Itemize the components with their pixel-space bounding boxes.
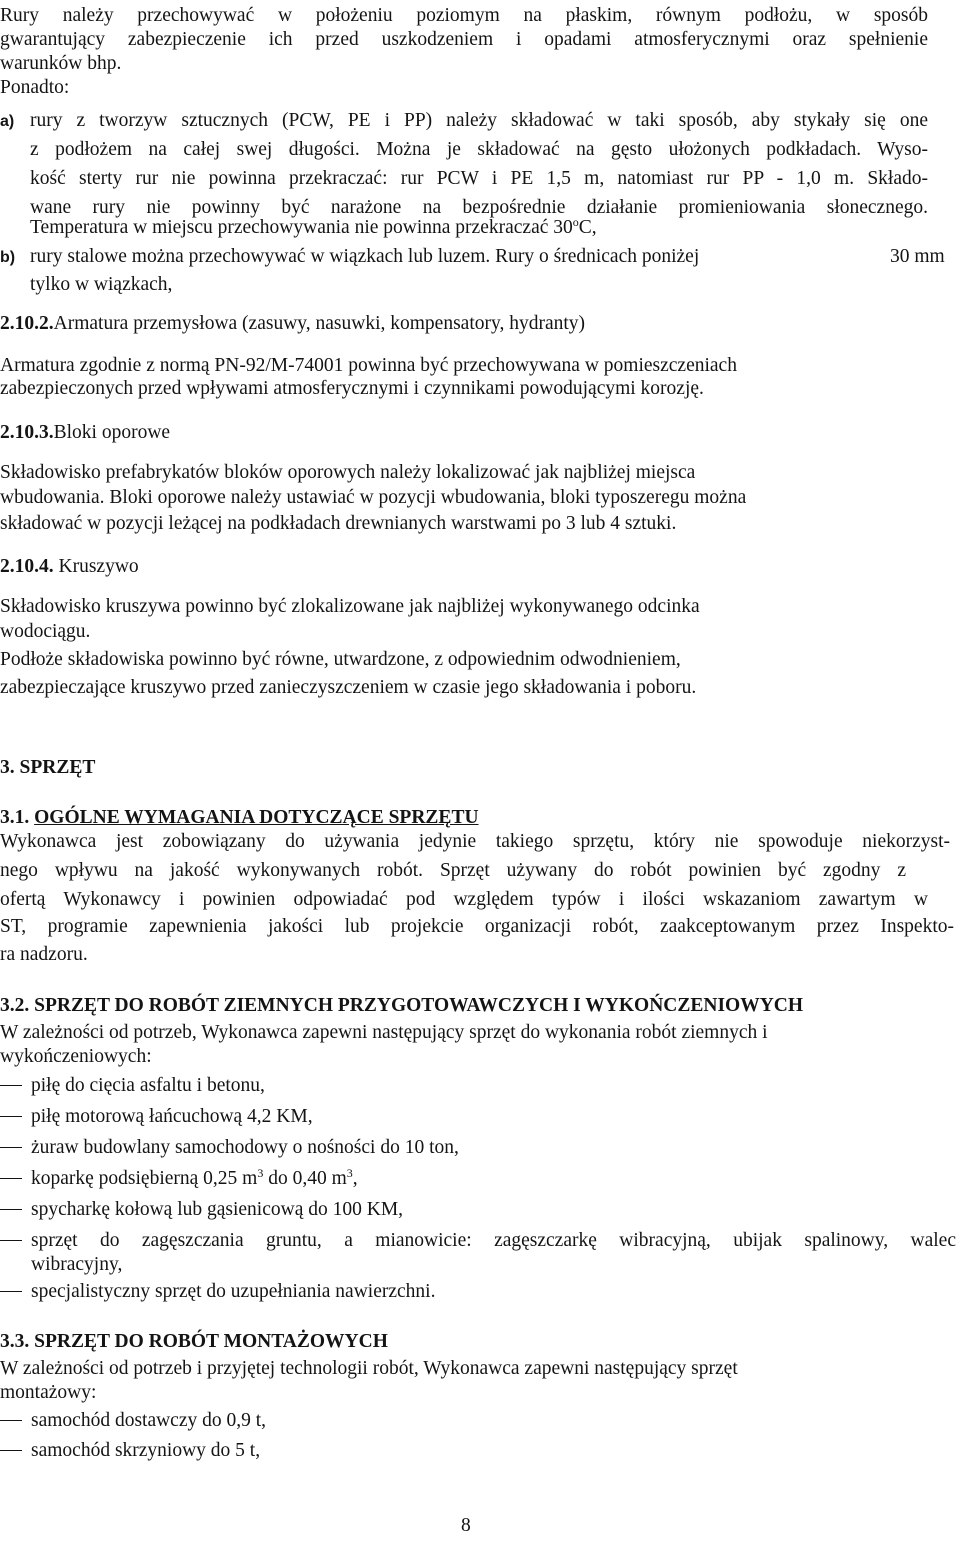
section-title: SPRZĘT DO ROBÓT MONTAŻOWYCH: [34, 1331, 388, 1352]
list-item-line: wane rury nie powinny być narażone na bezpośrednie działanie promieniowania słonecznego.: [30, 197, 928, 218]
dash-bullet: [0, 1209, 22, 1210]
section-number: 3.2.: [0, 995, 30, 1016]
section-heading-2-10-2: [0, 312, 585, 335]
paragraph-line: nego wpływu na jakość wykonywanych robót. Sprzęt używany do robót powinien być zgodny z: [0, 860, 906, 881]
paragraph-line: warunków bhp.: [0, 53, 122, 74]
section-heading-3-2: [0, 994, 803, 1017]
list-item-line: rury z tworzyw sztucznych (PCW, PE i PP) należy składować w taki sposób, aby stykały się one: [30, 110, 928, 131]
section-number: 3.1.: [0, 807, 30, 828]
dash-bullet: [0, 1291, 22, 1292]
dash-bullet: [0, 1085, 22, 1086]
section-heading-3-1: [0, 806, 479, 829]
paragraph-line: ra nadzoru.: [0, 944, 88, 965]
paragraph-line: Armatura zgodnie z normą PN-92/M-74001 powinna być przechowywana w pomieszczeniach: [0, 355, 737, 376]
list-item-line: 30 mm: [890, 246, 945, 267]
paragraph-line: Rury należy przechowywać w położeniu poziomym na płaskim, równym podłożu, w sposób: [0, 5, 928, 26]
list-label-a: [0, 109, 30, 133]
paragraph-line: Podłoże składowiska powinno być równe, utwardzone, z odpowiednim odwodnieniem,: [0, 649, 681, 670]
list-item-line: Temperatura w miejscu przechowywania nie powinna przekraczać 30$^o$C,: [30, 215, 597, 238]
list-item: piłę motorową łańcuchową 4,2 KM,: [31, 1106, 313, 1127]
paragraph-line: W zależności od potrzeb, Wykonawca zapewni następujący sprzęt do wykonania robót ziemnych i: [0, 1022, 768, 1043]
section-number: 3.3.: [0, 1331, 30, 1352]
paragraph-line: Składowisko kruszywa powinno być zlokalizowane jak najbliżej wykonywanego odcinka: [0, 596, 700, 617]
list-item: specjalistyczny sprzęt do uzupełniania nawierzchni.: [31, 1281, 436, 1302]
section-heading-2-10-4: [0, 555, 139, 578]
section-heading-2-10-3: [0, 421, 170, 444]
paragraph-line: Ponadto:: [0, 77, 70, 98]
list-item-line: kość sterty rur nie powinna przekraczać: rur PCW i PE 1,5 m, natomiast rur PP - 1,0 m. Składo-: [30, 168, 928, 189]
dash-bullet: [0, 1420, 22, 1421]
section-heading-3-3: [0, 1330, 388, 1353]
dash-bullet: [0, 1178, 22, 1179]
list-item: żuraw budowlany samochodowy o nośności do 10 ton,: [31, 1137, 459, 1158]
paragraph-line: zabezpieczające kruszywo przed zanieczyszczeniem w czasie jego składowania i poboru.: [0, 677, 697, 698]
list-item-line: z podłożem na całej swej długości. Można je składować na gęsto ułożonych podkładach. Wyso-: [30, 139, 928, 160]
dash-bullet: [0, 1116, 22, 1117]
section-title: Kruszywo: [53, 556, 139, 577]
superscript: o: [572, 215, 579, 229]
paragraph-line: wbudowania. Bloki oporowe należy ustawiać w pozycji wbudowania, bloki typoszeregu można: [0, 487, 747, 508]
section-title: SPRZĘT DO ROBÓT ZIEMNYCH PRZYGOTOWAWCZYCH I WYKOŃCZENIOWYCH: [34, 995, 804, 1016]
list-item: piłę do cięcia asfaltu i betonu,: [31, 1075, 265, 1096]
paragraph-line: ofertą Wykonawcy i powinien odpowiadać pod względem typów i ilości wskazaniom zawartym w: [0, 889, 928, 910]
superscript: 3: [346, 1166, 353, 1180]
list-item: koparkę podsiębierną 0,25 $m^3$ do 0,40 $m^3$,: [31, 1166, 358, 1189]
list-item: wibracyjny,: [31, 1254, 123, 1275]
section-number: 2.10.2.: [0, 313, 54, 334]
section-number: 2.10.3.: [0, 422, 54, 443]
paragraph-line: Składowisko prefabrykatów bloków oporowych należy lokalizować jak najbliżej miejsca: [0, 462, 696, 483]
page-number: 8: [461, 1515, 471, 1536]
paragraph-line: zabezpieczonych przed wpływami atmosferycznymi i czynnikami powodującymi korozję.: [0, 378, 704, 399]
paragraph-line: gwarantujący zabezpieczenie ich przed uszkodzeniem i opadami atmosferycznymi oraz spełnienie: [0, 29, 928, 50]
list-item-line: rury stalowe można przechowywać w wiązkach lub luzem. Rury o średnicach poniżej: [30, 246, 700, 267]
chapter-heading: 3. SPRZĘT: [0, 757, 96, 778]
list-label: b): [0, 249, 16, 266]
dash-bullet: [0, 1147, 22, 1148]
paragraph-line: ST, programie zapewnienia jakości lub projekcie organizacji robót, zaakceptowanym przez Inspekto-: [0, 916, 954, 937]
paragraph-line: Wykonawca jest zobowiązany do używania jedynie takiego sprzętu, który nie spowoduje niekorzyst-: [0, 831, 950, 852]
list-item: samochód dostawczy do 0,9 t,: [31, 1410, 267, 1431]
superscript: 3: [257, 1166, 264, 1180]
list-item-line: tylko w wiązkach,: [30, 274, 173, 295]
section-title: OGÓLNE WYMAGANIA DOTYCZĄCE SPRZĘTU: [34, 807, 479, 828]
section-title: Bloki oporowe: [53, 422, 171, 443]
paragraph-line: wodociągu.: [0, 621, 91, 642]
dash-bullet: [0, 1240, 22, 1241]
list-item: sprzęt do zagęszczania gruntu, a mianowicie: zagęszczarkę wibracyjną, ubijak spalinowy, walec: [31, 1230, 956, 1251]
list-item: samochód skrzyniowy do 5 t,: [31, 1440, 261, 1461]
dash-bullet: [0, 1450, 22, 1451]
section-number: 2.10.4.: [0, 556, 54, 577]
list-label-b: [0, 245, 30, 269]
paragraph-line: wykończeniowych:: [0, 1046, 152, 1067]
list-item: spycharkę kołową lub gąsienicową do 100 KM,: [31, 1199, 404, 1220]
section-title: Armatura przemysłowa (zasuwy, nasuwki, kompensatory, hydranty): [53, 313, 586, 334]
paragraph-line: montażowy:: [0, 1382, 97, 1403]
paragraph-line: składować w pozycji leżącej na podkładach drewnianych warstwami po 3 lub 4 sztuki.: [0, 513, 677, 534]
paragraph-line: W zależności od potrzeb i przyjętej technologii robót, Wykonawca zapewni następujący sprzęt: [0, 1358, 738, 1379]
list-label: a): [0, 113, 15, 130]
